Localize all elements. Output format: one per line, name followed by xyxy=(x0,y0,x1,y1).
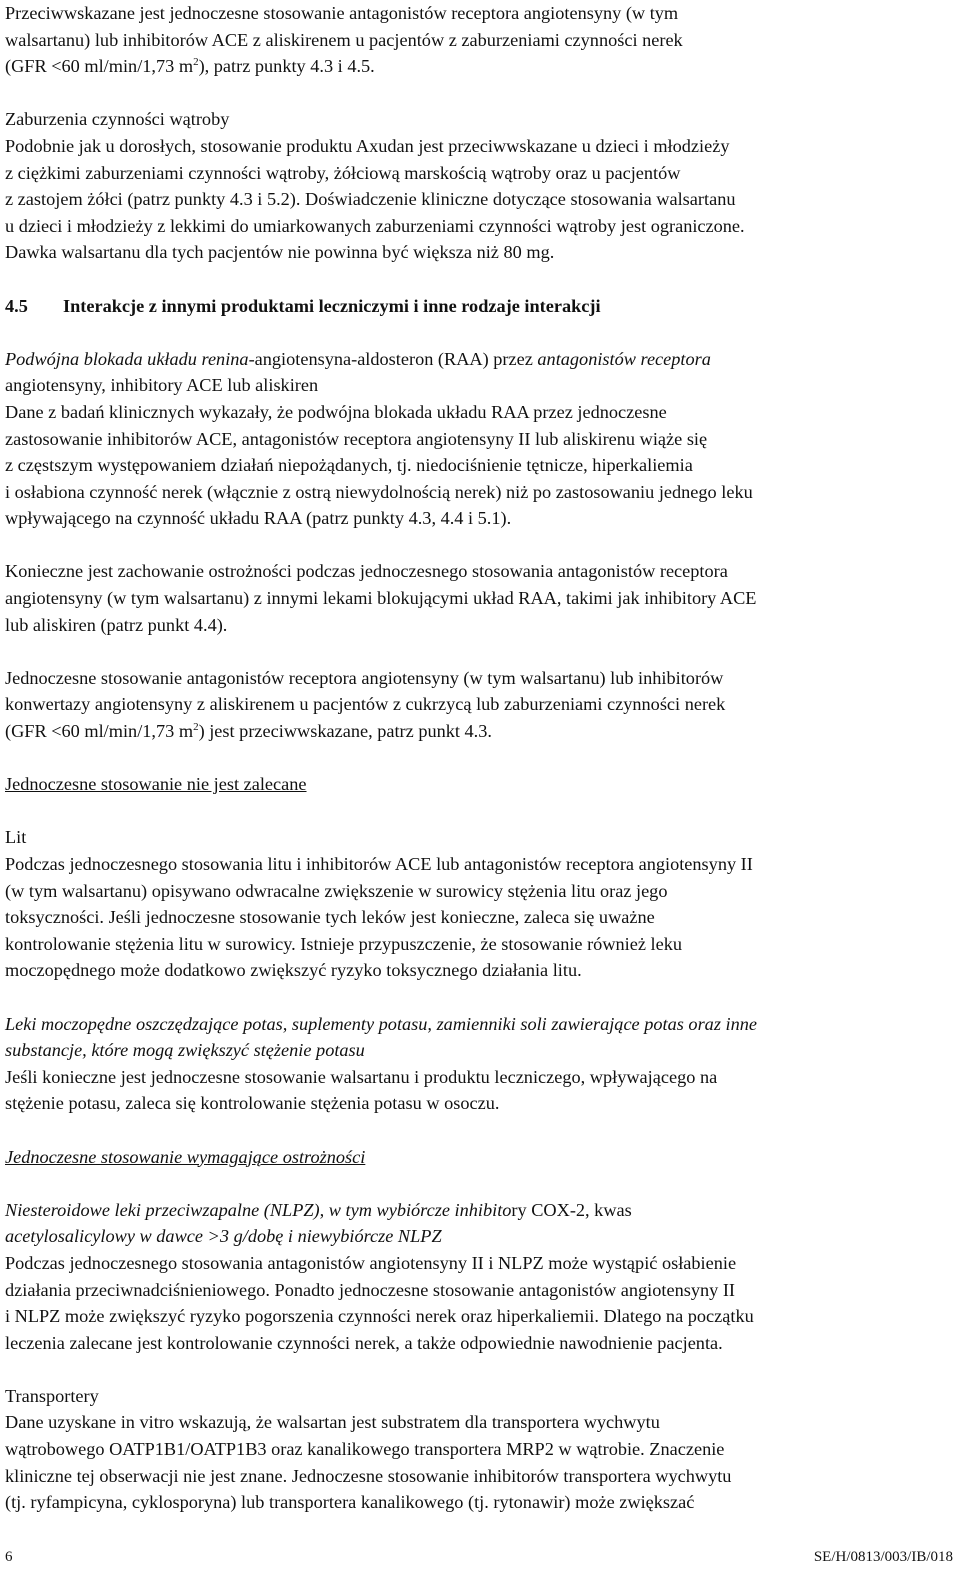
text-line: i osłabiona czynność nerek (włącznie z ostrą niewydolnością nerek) niż po zastosowaniu jednego leku xyxy=(5,481,753,502)
text-line: Jednoczesne stosowanie antagonistów receptora angiotensyny (w tym walsartanu) lub inhibitorów xyxy=(5,667,724,688)
text-line: (w tym walsartanu) opisywano odwracalne zwiększenie w surowicy stężenia litu oraz jego xyxy=(5,880,668,901)
italic-fragment: Niesteroidowe leki przeciwzapalne (NLPZ), w tym wybiórcze inhibito xyxy=(5,1199,512,1220)
text-line: toksyczności. Jeśli jednoczesne stosowanie tych leków jest konieczne, zaleca się uważne xyxy=(5,907,655,928)
nsaid-heading-line-2: acetylosalicylowy w dawce >3 g/dobę i niewybiórcze NLPZ xyxy=(5,1226,442,1247)
superscript: 2 xyxy=(193,56,199,69)
text-line: Dawka walsartanu dla tych pacjentów nie powinna być większa niż 80 mg. xyxy=(5,242,555,263)
document-reference: SE/H/0813/003/IB/018 xyxy=(813,1549,953,1565)
text-line: z ciężkimi zaburzeniami czynności wątroby, żółciową marskością wątroby oraz u pacjentów xyxy=(5,162,681,183)
text-fragment: (GFR <60 ml/min/1,73 m xyxy=(5,56,194,77)
text-fragment: ), patrz punkty 4.3 i 4.5. xyxy=(198,56,375,77)
page-number: 6 xyxy=(5,1549,13,1565)
caution-paragraph xyxy=(5,558,953,638)
text-line xyxy=(5,718,953,745)
italic-fragment: antagonistów receptora xyxy=(537,348,711,369)
text-line: z zastojem żółci (patrz punkty 4.3 i 5.2). Doświadczenie kliniczne dotyczące stosowania walsartanu xyxy=(5,189,736,210)
text-line: Podczas jednoczesnego stosowania antagonistów angiotensyny II i NLPZ może wystąpić osłabienie xyxy=(5,1252,737,1273)
text-line: i NLPZ może zwiększyć ryzyko pogorszenia czynności nerek oraz hiperkaliemii. Dlatego na początku xyxy=(5,1306,754,1327)
text-line: konwertazy angiotensyny z aliskirenem u pacjentów z cukrzycą lub zaburzeniami czynności nerek xyxy=(5,694,726,715)
lithium-paragraph xyxy=(5,824,953,984)
text-line: zastosowanie inhibitorów ACE, antagonistów receptora angiotensyny II lub aliskirenu wiąże się xyxy=(5,428,708,449)
text-fragment: (GFR <60 ml/min/1,73 m xyxy=(5,721,194,742)
potassium-paragraph xyxy=(5,1011,953,1117)
text-line: walsartanu) lub inhibitorów ACE z aliskirenem u pacjentów z zaburzeniami czynności nerek xyxy=(5,29,683,50)
section-title: Interakcje z innymi produktami leczniczymi i inne rodzaje interakcji xyxy=(63,295,601,316)
text-line: leczenia zalecane jest kontrolowanie czynności nerek, a także odpowiednie nawodnienie pacjenta. xyxy=(5,1332,723,1353)
diabetes-paragraph xyxy=(5,665,953,745)
not-recommended-heading xyxy=(5,771,953,798)
text-line: Przeciwwskazane jest jednoczesne stosowanie antagonistów receptora angiotensyny (w tym xyxy=(5,3,679,23)
nsaid-paragraph xyxy=(5,1197,953,1357)
text-line: wątrobowego OATP1B1/OATP1B3 oraz kanalikowego transportera MRP2 w wątrobie. Znaczenie xyxy=(5,1439,725,1460)
text-fragment: ) jest przeciwwskazane, patrz punkt 4.3. xyxy=(198,721,492,742)
raa-heading-line-1 xyxy=(5,346,953,373)
text-line: (tj. ryfampicyna, cyklosporyna) lub transportera kanalikowego (tj. rytonawir) może zwiększać xyxy=(5,1492,695,1513)
document-page xyxy=(5,0,953,1516)
subheading-potassium-cont: substancje, które mogą zwiększyć stężenie potasu xyxy=(5,1040,365,1061)
subheading-liver: Zaburzenia czynności wątroby xyxy=(5,109,230,130)
subheading-not-recommended: Jednoczesne stosowanie nie jest zalecane xyxy=(5,774,307,795)
text-fragment: -angiotensyna-aldosteron (RAA) przez xyxy=(248,348,538,369)
italic-fragment: Podwójna blokada układu renina xyxy=(5,348,249,369)
contraindication-paragraph xyxy=(5,0,953,80)
superscript: 2 xyxy=(193,720,199,733)
subheading-potassium: Leki moczopędne oszczędzające potas, suplementy potasu, zamienniki soli zawierające potas oraz inne xyxy=(5,1013,757,1034)
text-line: Konieczne jest zachowanie ostrożności podczas jednoczesnego stosowania antagonistów receptora xyxy=(5,561,728,582)
text-line: moczopędnego może dodatkowo zwiększyć ryzyko toksycznego działania litu. xyxy=(5,960,582,981)
raa-heading-line-2: angiotensyny, inhibitory ACE lub aliskiren xyxy=(5,375,319,396)
text-line: działania przeciwnadciśnieniowego. Ponadto jednoczesne stosowanie antagonistów angiotensyny II xyxy=(5,1279,736,1300)
raa-paragraph xyxy=(5,346,953,532)
text-line: Podczas jednoczesnego stosowania litu i inhibitorów ACE lub antagonistów receptora angiotensyny II xyxy=(5,854,753,874)
text-line: Dane uzyskane in vitro wskazują, że walsartan jest substratem dla transportera wychwytu xyxy=(5,1412,660,1433)
liver-impairment-paragraph xyxy=(5,106,953,266)
nsaid-heading-line-1 xyxy=(5,1197,953,1224)
text-line: Dane z badań klinicznych wykazały, że podwójna blokada układu RAA przez jednoczesne xyxy=(5,401,667,422)
subheading-lithium: Lit xyxy=(5,827,27,848)
text-line: kontrolowanie stężenia litu w surowicy. Istnieje przypuszczenie, że stosowanie również leku xyxy=(5,933,683,954)
transporters-paragraph xyxy=(5,1383,953,1516)
text-line: Jeśli konieczne jest jednoczesne stosowanie walsartanu i produktu leczniczego, wpływającego na xyxy=(5,1066,718,1087)
text-line xyxy=(5,53,953,80)
subheading-caution-use: Jednoczesne stosowanie wymagające ostrożności xyxy=(5,1146,366,1167)
text-line: kliniczne tej obserwacji nie jest znane. Jednoczesne stosowanie inhibitorów transportera wychwytu xyxy=(5,1465,732,1486)
text-line: u dzieci i młodzieży z lekkimi do umiarkowanych zaburzeniami czynności wątroby jest ograniczone. xyxy=(5,215,745,236)
section-heading xyxy=(5,293,953,320)
text-fragment: ry COX-2, kwas xyxy=(511,1199,632,1220)
text-line: angiotensyny (w tym walsartanu) z innymi lekami blokującymi układ RAA, takimi jak inhibitory ACE xyxy=(5,588,757,609)
caution-use-heading xyxy=(5,1144,953,1171)
text-line: lub aliskiren (patrz punkt 4.4). xyxy=(5,614,228,635)
subheading-transporters: Transportery xyxy=(5,1385,99,1406)
text-line: wpływającego na czynność układu RAA (patrz punkty 4.3, 4.4 i 5.1). xyxy=(5,508,512,529)
text-line: z częstszym występowaniem działań niepożądanych, tj. niedociśnienie tętnicze, hiperkaliemia xyxy=(5,455,693,476)
text-line: stężenie potasu, zaleca się kontrolowanie stężenia potasu w osoczu. xyxy=(5,1093,500,1114)
text-line: Podobnie jak u dorosłych, stosowanie produktu Axudan jest przeciwwskazane u dzieci i młodzieży xyxy=(5,135,730,156)
section-number: 4.5 xyxy=(5,295,28,316)
